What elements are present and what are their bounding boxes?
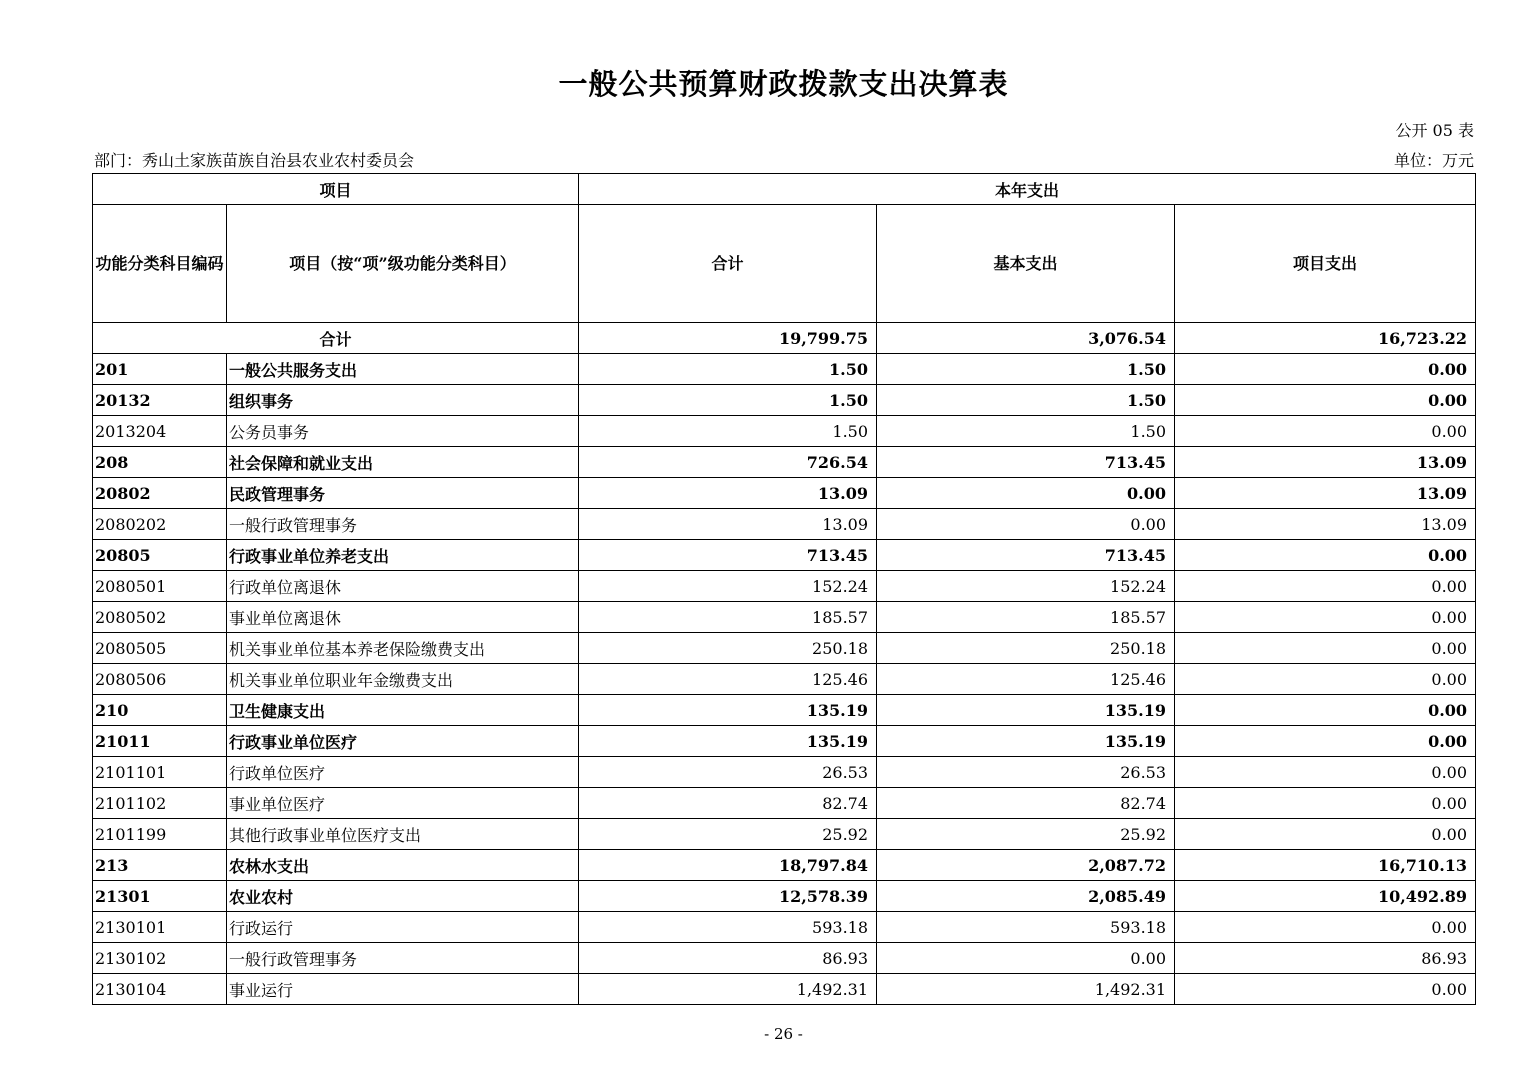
row-project: 0.00: [1175, 757, 1476, 788]
page-number: - 26 -: [764, 1025, 803, 1043]
row-name: 社会保障和就业支出: [227, 447, 579, 478]
row-project: 0.00: [1175, 385, 1476, 416]
row-basic: 0.00: [877, 509, 1175, 540]
row-code: 2101102: [93, 788, 227, 819]
row-code: 20802: [93, 478, 227, 509]
row-code: 2130102: [93, 943, 227, 974]
header-code: 功能分类科目编码: [93, 205, 227, 323]
row-code: 2130101: [93, 912, 227, 943]
row-name: 行政单位离退休: [227, 571, 579, 602]
row-code: 201: [93, 354, 227, 385]
row-basic: 713.45: [877, 447, 1175, 478]
row-project: 0.00: [1175, 602, 1476, 633]
row-project: 86.93: [1175, 943, 1476, 974]
row-project: 0.00: [1175, 664, 1476, 695]
row-name: 事业单位医疗: [227, 788, 579, 819]
table-row: [93, 819, 1476, 850]
table-row: [93, 974, 1476, 1005]
header-current-year: 本年支出: [579, 174, 1476, 205]
row-total: 713.45: [579, 540, 877, 571]
row-basic: 593.18: [877, 912, 1175, 943]
row-project: 0.00: [1175, 974, 1476, 1005]
row-name: 卫生健康支出: [227, 695, 579, 726]
row-total: 26.53: [579, 757, 877, 788]
row-basic: 185.57: [877, 602, 1175, 633]
row-project: 0.00: [1175, 633, 1476, 664]
row-code: 2013204: [93, 416, 227, 447]
header-project-expenditure: 项目支出: [1175, 205, 1476, 323]
table-row: [93, 850, 1476, 881]
row-total: 593.18: [579, 912, 877, 943]
row-project: 0.00: [1175, 540, 1476, 571]
row-basic: 135.19: [877, 695, 1175, 726]
row-code: 21301: [93, 881, 227, 912]
row-total: 152.24: [579, 571, 877, 602]
table-row: [93, 385, 1476, 416]
row-project: 0.00: [1175, 726, 1476, 757]
table-row: [93, 354, 1476, 385]
row-project: 13.09: [1175, 447, 1476, 478]
row-name: 农业农村: [227, 881, 579, 912]
row-code: 2130104: [93, 974, 227, 1005]
table-row: [93, 602, 1476, 633]
department-label: 部门：秀山土家族苗族自治县农业农村委员会: [94, 151, 415, 170]
table-row: [93, 509, 1476, 540]
table-row: [93, 695, 1476, 726]
row-project: 0.00: [1175, 912, 1476, 943]
table-row: [93, 416, 1476, 447]
row-total: 250.18: [579, 633, 877, 664]
row-total: 1.50: [579, 385, 877, 416]
row-basic: 25.92: [877, 819, 1175, 850]
expenditure-table: [92, 173, 1476, 1005]
total-sum: 19,799.75: [579, 323, 877, 354]
row-basic: 1.50: [877, 416, 1175, 447]
table-row: [93, 571, 1476, 602]
row-basic: 135.19: [877, 726, 1175, 757]
row-name: 机关事业单位基本养老保险缴费支出: [227, 633, 579, 664]
total-row: [93, 323, 1476, 354]
row-basic: 1,492.31: [877, 974, 1175, 1005]
row-code: 2080501: [93, 571, 227, 602]
row-code: 20132: [93, 385, 227, 416]
row-total: 125.46: [579, 664, 877, 695]
row-total: 1.50: [579, 416, 877, 447]
row-code: 213: [93, 850, 227, 881]
table-row: [93, 478, 1476, 509]
header-project: 项目: [93, 174, 579, 205]
row-code: 2080506: [93, 664, 227, 695]
row-basic: 1.50: [877, 354, 1175, 385]
form-number: 公开 05 表: [1395, 121, 1474, 140]
row-name: 事业运行: [227, 974, 579, 1005]
row-total: 135.19: [579, 695, 877, 726]
row-project: 10,492.89: [1175, 881, 1476, 912]
header-row-top: [93, 174, 1476, 205]
total-basic: 3,076.54: [877, 323, 1175, 354]
row-code: 208: [93, 447, 227, 478]
row-code: 2080202: [93, 509, 227, 540]
row-project: 16,710.13: [1175, 850, 1476, 881]
row-code: 2101101: [93, 757, 227, 788]
header-row-columns: [93, 205, 1476, 323]
page-title: 一般公共预算财政拨款支出决算表: [558, 67, 1009, 101]
row-basic: 0.00: [877, 478, 1175, 509]
row-project: 13.09: [1175, 478, 1476, 509]
table-row: [93, 633, 1476, 664]
total-label: 合计: [93, 323, 579, 354]
table-row: [93, 447, 1476, 478]
row-code: 20805: [93, 540, 227, 571]
row-project: 0.00: [1175, 819, 1476, 850]
row-code: 2101199: [93, 819, 227, 850]
row-basic: 152.24: [877, 571, 1175, 602]
table-row: [93, 726, 1476, 757]
row-basic: 82.74: [877, 788, 1175, 819]
row-name: 民政管理事务: [227, 478, 579, 509]
row-name: 行政事业单位养老支出: [227, 540, 579, 571]
row-total: 185.57: [579, 602, 877, 633]
table-row: [93, 540, 1476, 571]
row-basic: 1.50: [877, 385, 1175, 416]
row-name: 行政事业单位医疗: [227, 726, 579, 757]
row-total: 1,492.31: [579, 974, 877, 1005]
row-name: 一般行政管理事务: [227, 943, 579, 974]
row-project: 13.09: [1175, 509, 1476, 540]
row-project: 0.00: [1175, 695, 1476, 726]
row-project: 0.00: [1175, 354, 1476, 385]
row-code: 21011: [93, 726, 227, 757]
row-total: 25.92: [579, 819, 877, 850]
row-total: 726.54: [579, 447, 877, 478]
table-row: [93, 788, 1476, 819]
row-project: 0.00: [1175, 416, 1476, 447]
row-code: 210: [93, 695, 227, 726]
header-name: 项目（按“项”级功能分类科目）: [227, 205, 579, 323]
row-total: 13.09: [579, 478, 877, 509]
row-name: 事业单位离退休: [227, 602, 579, 633]
row-name: 其他行政事业单位医疗支出: [227, 819, 579, 850]
row-name: 组织事务: [227, 385, 579, 416]
row-name: 机关事业单位职业年金缴费支出: [227, 664, 579, 695]
header-basic: 基本支出: [877, 205, 1175, 323]
row-basic: 26.53: [877, 757, 1175, 788]
row-basic: 2,087.72: [877, 850, 1175, 881]
header-total: 合计: [579, 205, 877, 323]
table-row: [93, 664, 1476, 695]
row-basic: 0.00: [877, 943, 1175, 974]
row-project: 0.00: [1175, 788, 1476, 819]
row-total: 86.93: [579, 943, 877, 974]
row-name: 公务员事务: [227, 416, 579, 447]
row-total: 12,578.39: [579, 881, 877, 912]
row-project: 0.00: [1175, 571, 1476, 602]
row-total: 18,797.84: [579, 850, 877, 881]
total-project: 16,723.22: [1175, 323, 1476, 354]
row-basic: 2,085.49: [877, 881, 1175, 912]
row-basic: 250.18: [877, 633, 1175, 664]
row-name: 行政单位医疗: [227, 757, 579, 788]
row-name: 一般公共服务支出: [227, 354, 579, 385]
row-total: 135.19: [579, 726, 877, 757]
table-row: [93, 757, 1476, 788]
row-basic: 125.46: [877, 664, 1175, 695]
row-total: 82.74: [579, 788, 877, 819]
row-code: 2080505: [93, 633, 227, 664]
row-name: 一般行政管理事务: [227, 509, 579, 540]
table-row: [93, 881, 1476, 912]
row-name: 农林水支出: [227, 850, 579, 881]
row-basic: 713.45: [877, 540, 1175, 571]
table-row: [93, 912, 1476, 943]
row-total: 1.50: [579, 354, 877, 385]
table-row: [93, 943, 1476, 974]
row-code: 2080502: [93, 602, 227, 633]
row-total: 13.09: [579, 509, 877, 540]
row-name: 行政运行: [227, 912, 579, 943]
unit-label: 单位：万元: [1393, 151, 1474, 170]
